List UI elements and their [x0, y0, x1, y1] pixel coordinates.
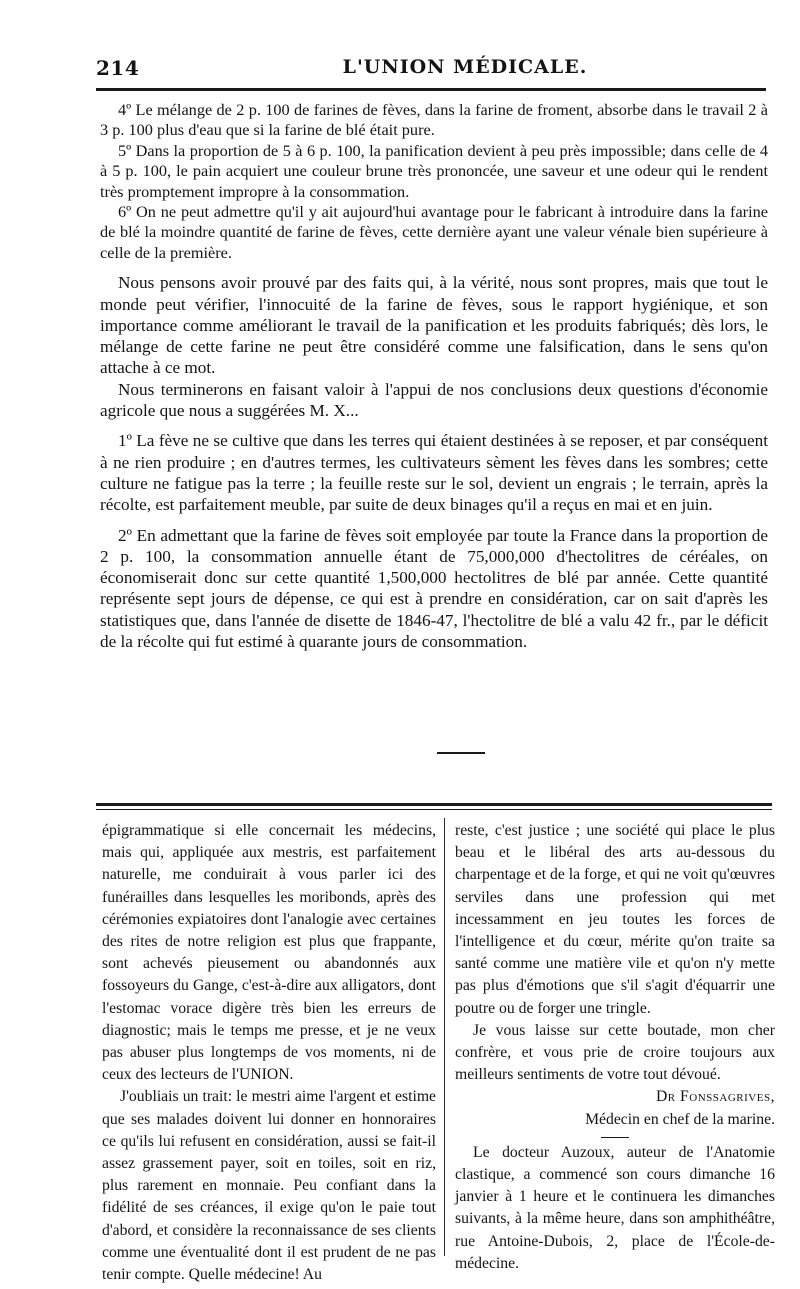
section-end-rule — [437, 752, 485, 754]
feuilleton-left-column — [102, 820, 436, 1286]
column-divider — [444, 818, 445, 1256]
conclusion-5: 5º Dans la proportion de 5 à 6 p. 100, la panification devient à peu près impossible; dans celle de 4 à 5 p. 100, le pain acquiert une couleur brune très prononcée, une saveur et une odeur qui le rendent très promptement impropre à la consommation. — [100, 140, 768, 201]
page-number: 214 — [96, 56, 140, 80]
feuilleton-right-column — [455, 820, 775, 1275]
feuilleton-paragraph: reste, c'est justice ; une société qui place le plus beau et le libéral des arts au-dessous du charpentage et de la forge, et qui ne voit qu'œuvres serviles dans une profession qui met incessamment en jeu toutes les forces de l'intelligence et du cœur, mérite qu'on traite sa santé comme une matière vile et qu'on n'y mette pas plus d'émotions que s'il s'agit d'équarrir une poutre ou de forger une tringle. — [455, 822, 775, 1017]
agricultural-point-1: 1º La fève ne se cultive que dans les terres qui étaient destinées à se reposer, et par conséquent à ne rien produire ; en d'autres termes, les cultivateurs sèment les fèves dans les sombres; cette culture ne fatigue pas la terre ; la feuille reste sur le sol, devient un engrais ; le terrain, après la récolte, est parfaitement meuble, par suite de deux binages qu'il a reçus en mai et en juin. — [100, 431, 768, 515]
header-rule — [96, 88, 766, 91]
author-title: Médecin en chef de la marine. — [585, 1110, 775, 1128]
closing-intro-paragraph: Nous terminerons en faisant valoir à l'appui de nos conclusions deux questions d'économie agricole que nous a suggérées M. X... — [100, 379, 768, 421]
feuilleton-divider-thin — [96, 809, 772, 810]
closing-salutation: Je vous laisse sur cette boutade, mon cher confrère, et vous prie de croire toujours aux meilleurs sentiments de votre tout dévoué. — [455, 1021, 775, 1084]
feuilleton-paragraph: épigrammatique si elle concernait les médecins, mais qui, appliquée aux mestris, est parfaitement naturelle, me conduirait à vous parler ici des funérailles dans lesquelles les moribonds, après des cérémonies expiatoires dont l'analogie avec certaines des rites de notre religion est plus que frappante, sont achevés pieusement ou abandonnés aux fossoyeurs du Gange, c'est-à-dire aux alligators, dont l'estomac vorace digère très bien les erreurs de diagnostic; mais le temps me presse, et je ne veux pas abuser plus longtemps de vos moments, ni de ceux des lecteurs de l'UNION. — [102, 822, 436, 1084]
course-notice: Le docteur Auzoux, auteur de l'Anatomie clastique, a commencé son cours dimanche 16 janvier à 1 heure et le continuera les dimanches suivants, à la même heure, dans son amphithéâtre, rue Antoine-Dubois, 2, place de l'École-de-médecine. — [455, 1143, 775, 1272]
feuilleton-paragraph: J'oubliais un trait: le mestri aime l'argent et estime que ses malades doivent lui donner en honnoraires ce qu'ils lui refusent en considération, aussi se fait-il assez grassement payer, soit en toiles, soit en riz, plus rarement en monnaie. Peu confiant dans la fidélité de ses créances, il exige qu'on le paie tout d'abord, et considère la reconnaissance de ses clients comme une éventualité dont il est prudent de ne pas tenir compte. Quelle médecine! Au — [102, 1088, 436, 1284]
conclusion-6: 6º On ne peut admettre qu'il y ait aujourd'hui avantage pour le fabricant à introduire dans la farine de blé la moindre quantité de farine de fèves, cette dernière ayant une valeur vénale bien supérieure à celle de la première. — [100, 202, 768, 262]
conclusion-4: 4º Le mélange de 2 p. 100 de farines de fèves, dans la farine de froment, absorbe dans le travail 2 à 3 p. 100 plus d'eau que si la farine de blé était pure. — [100, 100, 768, 140]
agricultural-point-2: 2º En admettant que la farine de fèves soit employée par toute la France dans la proportion de 2 p. 100, la consommation annuelle étant de 75,000,000 d'hectolitres de céréales, on économiserait donc sur cette quantité 1,500,000 hectolitres de blé par année. Cette quantité représente sept jours de dépense, ce qui est à prendre en considération, car on sait d'après les statistiques que, dans l'année de disette de 1846-47, l'hectolitre de blé a valu 42 fr., par le déficit de la récolte qui fut estimé à quarante jours de consommation. — [100, 525, 768, 651]
author-signature: Dr Fonssagrives, — [655, 1088, 775, 1106]
article-body — [100, 100, 768, 652]
running-title: L'UNION MÉDICALE. — [342, 56, 588, 78]
feuilleton-divider-thick — [96, 803, 772, 806]
argument-paragraph: Nous pensons avoir prouvé par des faits qui, à la vérité, nous sont propres, mais que tout le monde peut vérifier, l'innocuité de la farine de fèves, sous le rapport hygiénique, et son importance comme améliorant le travail de la panification et les produits fabriqués; dès lors, le mélange de cette farine ne peut être considéré comme une falsification, dans le sens qu'on attache à ce mot. — [100, 273, 768, 378]
notice-rule — [601, 1137, 629, 1138]
